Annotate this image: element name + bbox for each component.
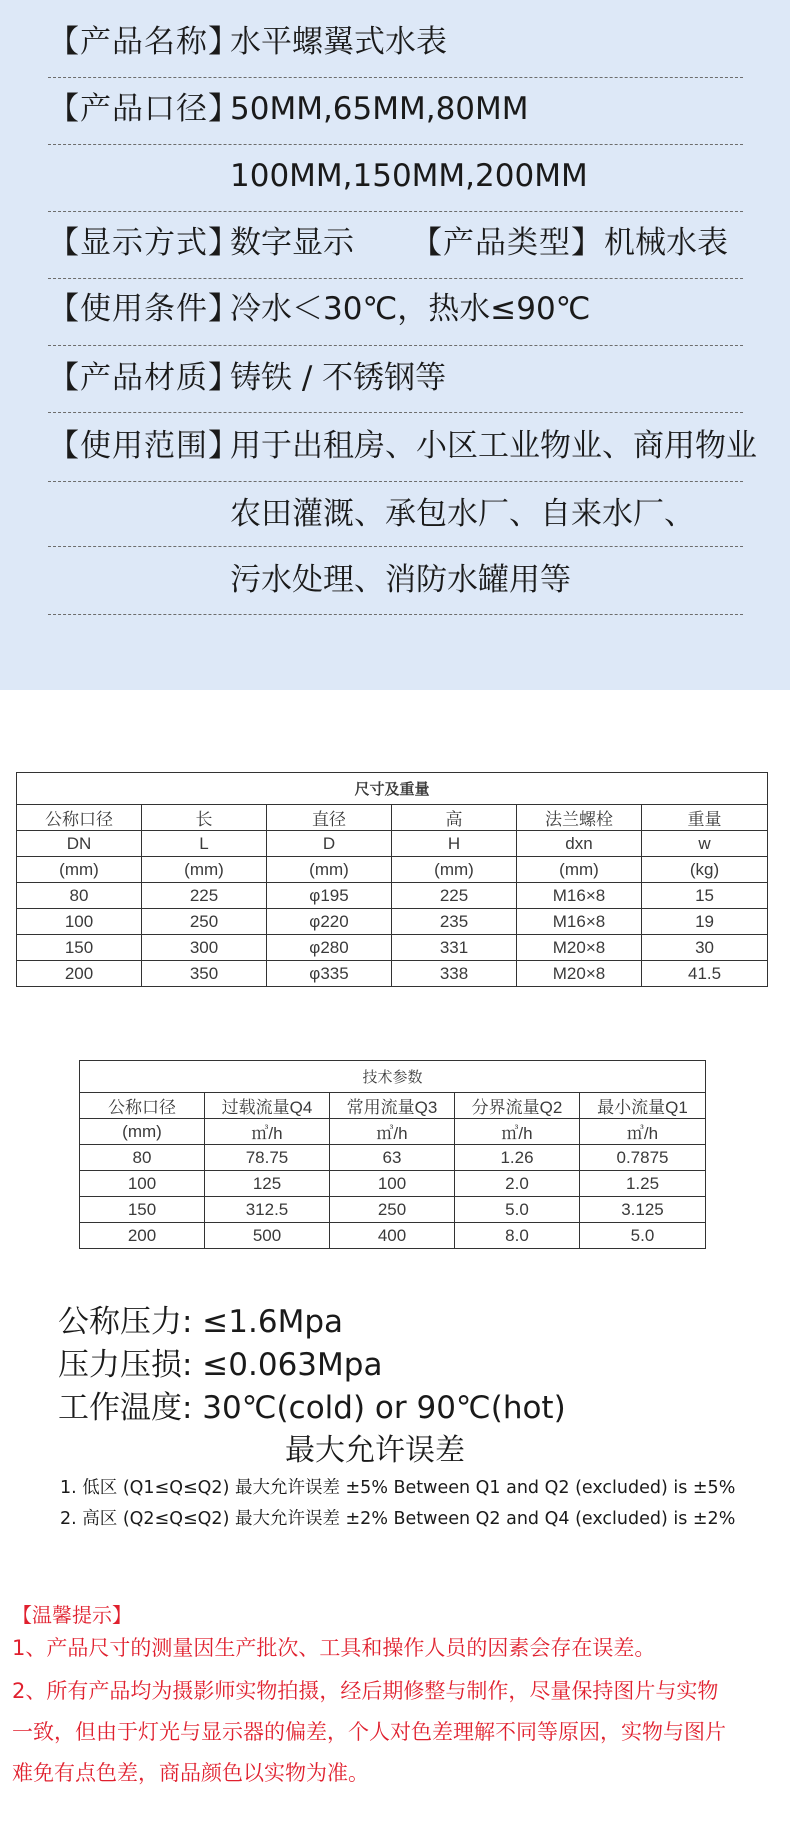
dimensions-table — [16, 772, 768, 987]
table-header-cell: 法兰螺栓 — [517, 805, 642, 831]
table-cell: 100 — [17, 909, 142, 935]
table-title: 尺寸及重量 — [17, 773, 768, 805]
table-cell: 78.75 — [205, 1145, 330, 1171]
spec-value: 农田灌溉、承包水厂、自来水厂、 — [230, 496, 695, 532]
error-high-zone: 2. 高区 (Q2≤Q≤Q2) 最大允许误差 ±2% Between Q2 and Q4 (excluded) is ±2% — [60, 1509, 736, 1529]
table-cell: 100 — [80, 1171, 205, 1197]
spec-label: 【产品类型】 — [411, 225, 603, 261]
divider — [48, 345, 743, 346]
table-cell: (kg) — [642, 857, 768, 883]
divider — [48, 211, 743, 212]
table-cell: 150 — [17, 935, 142, 961]
table-cell: ㎥/h — [330, 1119, 455, 1145]
tech-params-table — [79, 1060, 706, 1249]
table-cell: 300 — [142, 935, 267, 961]
spec-value: 冷水＜30℃，热水≤90℃ — [230, 291, 591, 327]
table-cell: 338 — [392, 961, 517, 987]
table-header-cell: 最小流量Q1 — [580, 1093, 706, 1119]
spec-label: 【使用条件】 — [48, 291, 240, 327]
table-cell: 1.26 — [455, 1145, 580, 1171]
table-cell: M20×8 — [517, 961, 642, 987]
table-row — [80, 1145, 706, 1171]
table-cell: 19 — [642, 909, 768, 935]
table-cell: M16×8 — [517, 883, 642, 909]
table-cell: 350 — [142, 961, 267, 987]
table-cell: φ335 — [267, 961, 392, 987]
table-cell: DN — [17, 831, 142, 857]
table-cell: 41.5 — [642, 961, 768, 987]
table-cell: 500 — [205, 1223, 330, 1249]
error-low-zone: 1. 低区 (Q1≤Q≤Q2) 最大允许误差 ±5% Between Q1 and Q2 (excluded) is ±5% — [60, 1478, 736, 1498]
table-cell: 400 — [330, 1223, 455, 1249]
table-cell: 150 — [80, 1197, 205, 1223]
table-header-cell: 长 — [142, 805, 267, 831]
table-cell: (mm) — [80, 1119, 205, 1145]
spec-label: 【产品名称】 — [48, 24, 240, 60]
table-cell: D — [267, 831, 392, 857]
table-cell: 250 — [330, 1197, 455, 1223]
spec-value: 用于出租房、小区工业物业、商用物业 — [230, 428, 757, 464]
table-cell: 100 — [330, 1171, 455, 1197]
table-row — [17, 883, 768, 909]
table-header-cell: 直径 — [267, 805, 392, 831]
divider — [48, 481, 743, 482]
table-cell: 5.0 — [580, 1223, 706, 1249]
notice-line: 一致，但由于灯光与显示器的偏差，个人对色差理解不同等原因，实物与图片 — [12, 1720, 726, 1744]
product-spec-panel — [0, 0, 790, 690]
table-row — [17, 935, 768, 961]
nominal-pressure: 公称压力: ≤1.6Mpa — [58, 1304, 343, 1340]
table-cell: 225 — [392, 883, 517, 909]
table-header-cell: 公称口径 — [80, 1093, 205, 1119]
table-symbol-row — [17, 831, 768, 857]
table-row — [80, 1171, 706, 1197]
notice-title: 【温馨提示】 — [12, 1603, 132, 1627]
table-cell: (mm) — [17, 857, 142, 883]
table-header-row — [17, 805, 768, 831]
table-cell: 1.25 — [580, 1171, 706, 1197]
table-title: 技术参数 — [80, 1061, 706, 1093]
table-cell: (mm) — [267, 857, 392, 883]
table-header-cell: 公称口径 — [17, 805, 142, 831]
spec-value: 50MM,65MM,80MM — [230, 91, 529, 127]
table-header-cell: 重量 — [642, 805, 768, 831]
table-cell: dxn — [517, 831, 642, 857]
table-cell: φ220 — [267, 909, 392, 935]
divider — [48, 144, 743, 145]
table-row — [80, 1197, 706, 1223]
spec-value: 铸铁 / 不锈钢等 — [230, 360, 447, 396]
divider — [48, 412, 743, 413]
table-cell: 125 — [205, 1171, 330, 1197]
spec-value: 污水处理、消防水罐用等 — [230, 562, 571, 598]
table-cell: (mm) — [392, 857, 517, 883]
spec-label: 【产品口径】 — [48, 91, 240, 127]
table-cell: 331 — [392, 935, 517, 961]
table-row — [17, 961, 768, 987]
table-cell: 80 — [17, 883, 142, 909]
table-cell: M16×8 — [517, 909, 642, 935]
table-header-cell: 分界流量Q2 — [455, 1093, 580, 1119]
table-cell: φ195 — [267, 883, 392, 909]
table-cell: 63 — [330, 1145, 455, 1171]
table-row — [17, 909, 768, 935]
table-cell: w — [642, 831, 768, 857]
table-header-cell: 常用流量Q3 — [330, 1093, 455, 1119]
table-cell: 312.5 — [205, 1197, 330, 1223]
table-header-row — [80, 1093, 706, 1119]
notice-line: 2、所有产品均为摄影师实物拍摄，经后期修整与制作，尽量保持图片与实物 — [12, 1679, 719, 1703]
max-error-title: 最大允许误差 — [285, 1433, 465, 1468]
table-cell: M20×8 — [517, 935, 642, 961]
table-cell: (mm) — [142, 857, 267, 883]
table-cell: 80 — [80, 1145, 205, 1171]
table-cell: 200 — [80, 1223, 205, 1249]
table-cell: 200 — [17, 961, 142, 987]
table-header-cell: 高 — [392, 805, 517, 831]
table-cell: (mm) — [517, 857, 642, 883]
divider — [48, 77, 743, 78]
table-cell: ㎥/h — [455, 1119, 580, 1145]
table-unit-row — [17, 857, 768, 883]
notice-line: 难免有点色差，商品颜色以实物为准。 — [12, 1761, 369, 1785]
table-unit-row — [80, 1119, 706, 1145]
divider — [48, 278, 743, 279]
table-cell: 15 — [642, 883, 768, 909]
table-cell: H — [392, 831, 517, 857]
table-cell: ㎥/h — [580, 1119, 706, 1145]
spec-label: 【使用范围】 — [48, 428, 240, 464]
table-cell: 250 — [142, 909, 267, 935]
table-cell: φ280 — [267, 935, 392, 961]
spec-value: 水平螺翼式水表 — [230, 24, 447, 60]
table-cell: ㎥/h — [205, 1119, 330, 1145]
table-cell: 225 — [142, 883, 267, 909]
spec-value: 100MM,150MM,200MM — [230, 158, 588, 194]
spec-value: 机械水表 — [604, 225, 728, 261]
spec-value: 数字显示 — [230, 225, 354, 261]
table-row — [80, 1223, 706, 1249]
table-header-cell: 过载流量Q4 — [205, 1093, 330, 1119]
notice-line: 1、产品尺寸的测量因生产批次、工具和操作人员的因素会存在误差。 — [12, 1636, 656, 1660]
table-cell: 5.0 — [455, 1197, 580, 1223]
table-cell: 8.0 — [455, 1223, 580, 1249]
table-cell: 235 — [392, 909, 517, 935]
spec-label: 【产品材质】 — [48, 360, 240, 396]
table-cell: 2.0 — [455, 1171, 580, 1197]
working-temperature: 工作温度: 30℃(cold) or 90℃(hot) — [58, 1390, 566, 1426]
table-cell: 3.125 — [580, 1197, 706, 1223]
table-cell: 30 — [642, 935, 768, 961]
spec-label: 【显示方式】 — [48, 225, 240, 261]
table-cell: 0.7875 — [580, 1145, 706, 1171]
pressure-loss: 压力压损: ≤0.063Mpa — [58, 1347, 383, 1383]
divider — [48, 614, 743, 615]
table-cell: L — [142, 831, 267, 857]
divider — [48, 546, 743, 547]
